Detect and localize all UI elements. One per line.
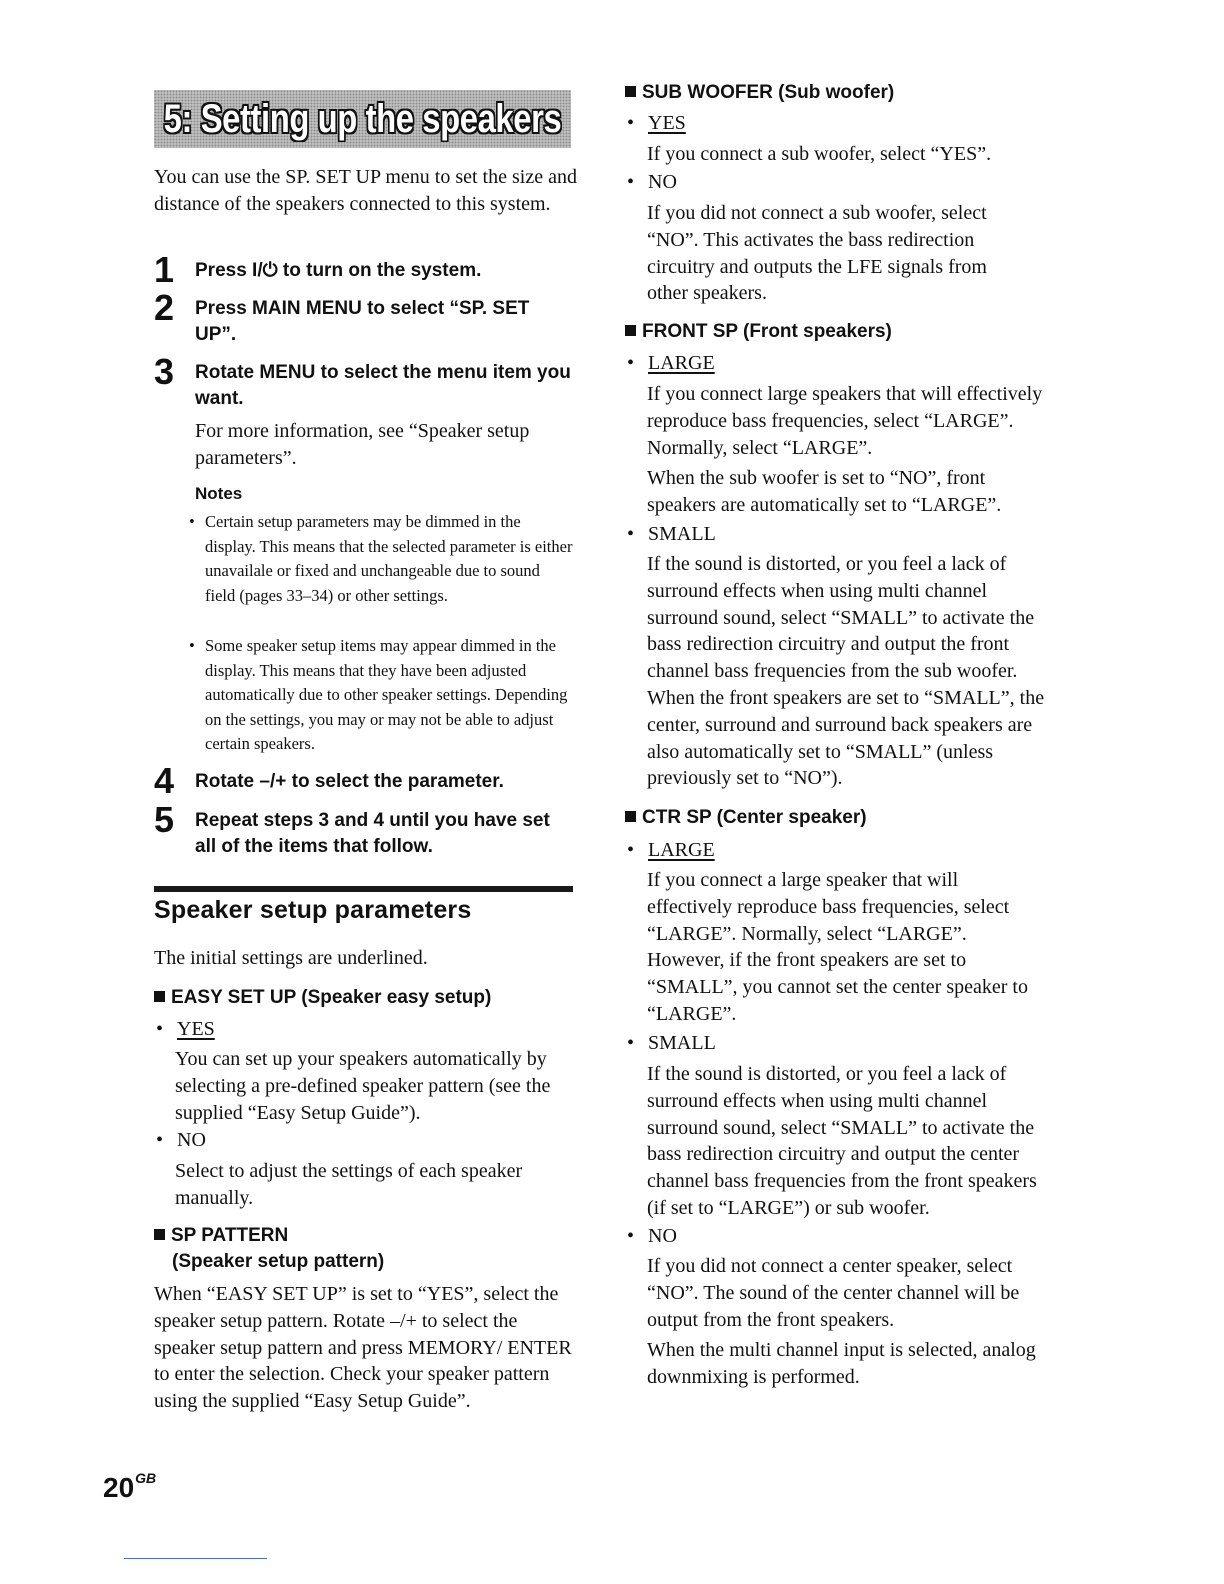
option-description: You can set up your speakers automatically by selecting a pre-defined speaker pattern (see the supplied “Easy Setup Guide”). [175, 1048, 551, 1124]
option-label: NO [177, 1129, 206, 1151]
bullet: • [627, 1225, 635, 1247]
section-divider [154, 886, 573, 892]
bullet: • [189, 636, 195, 655]
section-subtitle: The initial settings are underlined. [154, 947, 428, 969]
square-bullet-icon [154, 991, 165, 1002]
square-bullet-icon [154, 1229, 165, 1240]
section-title: Speaker setup parameters [154, 896, 472, 924]
intro-text: You can use the SP. SET UP menu to set the size and distance of the speakers connected to this system. [154, 166, 577, 215]
option-description: If you connect large speakers that will effectively reproduce bass frequencies, select “LARGE”. Normally, select “LARGE”. [647, 383, 1043, 459]
option-label: SMALL [648, 523, 716, 545]
bullet: • [627, 839, 635, 861]
note-text: Certain setup parameters may be dimmed in the display. This means that the selected parameter is either unavailale or fixed and unchangeable due to sound field (pages 33–34) or other settings. [205, 512, 573, 605]
footer-line [124, 1558, 267, 1559]
banner-title: 5: Setting up the speakers [163, 96, 562, 141]
option-label: SMALL [648, 1032, 716, 1054]
option-label: NO [648, 171, 677, 193]
page-number: $20^{GB}$ [103, 1470, 157, 1503]
option-description: If you did not connect a center speaker, select “NO”. The sound of the center channel will be output from the front speakers. [647, 1255, 1020, 1331]
step-number: 4 [154, 760, 175, 801]
bullet: • [627, 523, 635, 545]
option-description: If you did not connect a sub woofer, select “NO”. This activates the bass redirection circuitry and outputs the LFE signals from other speakers. [647, 202, 987, 305]
step-number: 3 [154, 351, 175, 392]
option-label: LARGE [648, 352, 715, 374]
step-number: 5 [154, 799, 175, 840]
option-description: When the multi channel input is selected, analog downmixing is performed. [647, 1339, 1036, 1388]
notes-heading: Notes [195, 484, 243, 503]
bullet: • [627, 171, 635, 193]
step-text: Repeat steps 3 and 4 until you have set all of the items that follow. [195, 810, 550, 857]
sp-pattern-description: When “EASY SET UP” is set to “YES”, select the speaker setup pattern. Rotate –/+ to select the speaker setup pattern and press MEMORY/ ENTER to enter the selection. Check your speaker pattern using the supplied “Easy Setup Guide”. [154, 1283, 572, 1413]
param-heading-sub-woofer: SUB WOOFER (Sub woofer) [625, 80, 894, 106]
square-bullet-icon [625, 325, 636, 336]
option-description: If you connect a sub woofer, select “YES”. [647, 143, 992, 165]
option-label: YES [177, 1018, 215, 1040]
bullet: • [189, 512, 195, 531]
option-description: If you connect a large speaker that will effectively reproduce bass frequencies, select “LARGE”. Normally, select “LARGE”. However, if the front speakers are set to “SMALL”, you cannot set the center speaker to “LARGE”. [647, 869, 1028, 1025]
bullet: • [156, 1018, 164, 1040]
bullet: • [627, 352, 635, 374]
step-text: Rotate MENU to select the menu item you want. [195, 362, 571, 409]
option-label: NO [648, 1225, 677, 1247]
param-heading-easy-setup: EASY SET UP (Speaker easy setup) [154, 985, 491, 1011]
option-description: Select to adjust the settings of each speaker manually. [175, 1160, 523, 1209]
step-3-more-info: For more information, see “Speaker setup parameters”. [195, 420, 530, 469]
step-text: Press I/⏻ to turn on the system. [195, 260, 482, 281]
square-bullet-icon [625, 811, 636, 822]
option-description: When the sub woofer is set to “NO”, front speakers are automatically set to “LARGE”. [647, 467, 1002, 516]
note-text: Some speaker setup items may appear dimmed in the display. This means that they have been adjusted automatically due to other speaker settings. Depending on the settings, you may or may not be able to adjust certain speakers. [205, 636, 568, 753]
step-number: 1 [154, 249, 175, 290]
bullet: • [627, 1032, 635, 1054]
option-label: YES [648, 112, 686, 134]
section-banner [154, 90, 571, 148]
step-text: Rotate –/+ to select the parameter. [195, 771, 504, 792]
note-item [189, 510, 574, 608]
square-bullet-icon [625, 86, 636, 97]
option-label: LARGE [648, 839, 715, 861]
param-heading-sp-pattern: SP PATTERN [154, 1223, 288, 1249]
step-text: Press MAIN MENU to select “SP. SET UP”. [195, 298, 530, 345]
step-number: 2 [154, 287, 175, 328]
bullet: • [627, 112, 635, 134]
option-description: If the sound is distorted, or you feel a lack of surround effects when using multi channel surround sound, select “SMALL” to activate the bass redirection circuitry and output the front channel bass frequencies from the sub woofer. When the front speakers are set to “SMALL”, the center, surround and surround back speakers are also automatically set to “SMALL” (unless previously set to “NO”). [647, 553, 1045, 790]
bullet: • [156, 1129, 164, 1151]
param-subheading-sp-pattern: (Speaker setup pattern) [172, 1251, 385, 1272]
note-item [189, 634, 574, 757]
option-description: If the sound is distorted, or you feel a lack of surround effects when using multi channel surround sound, select “SMALL” to activate the bass redirection circuitry and output the center channel bass frequencies from the front speakers (if set to “LARGE”) or sub woofer. [647, 1063, 1037, 1219]
param-heading-ctr-sp: CTR SP (Center speaker) [625, 805, 867, 831]
param-heading-front-sp: FRONT SP (Front speakers) [625, 319, 892, 345]
